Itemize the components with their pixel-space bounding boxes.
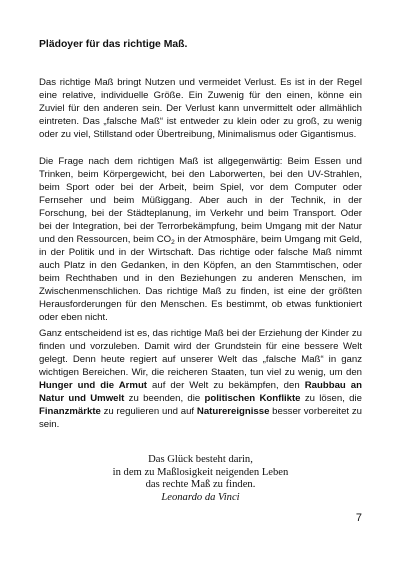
paragraph-intro: Das richtige Maß bringt Nutzen und vermeidet Verlust. Es ist in der Regel eine relative, individuelle Größe. Ein Zuwenig für den einen, könne ein Zuviel für den anderen sein. Der Verlust kann unvermittelt oder allmählich eintreten. Das „falsche Maß“ ist entweder zu klein oder zu groß, zu wenig oder zu viel, Stillstand oder Übertreibung, Minimalismus oder Gigantismus.	[39, 77, 362, 140]
quote-line-3: das rechte Maß zu finden.	[145, 479, 256, 491]
highlight-finance: Finanzmärkte	[39, 406, 101, 417]
conclusion-text-3: zu beenden, die	[124, 393, 205, 404]
paragraph-question	[39, 155, 362, 324]
co2-subscript: 2	[171, 239, 175, 246]
conclusion-text-5: zu regulieren und auf	[100, 406, 197, 417]
highlight-hunger: Hunger und die Armut	[39, 380, 148, 391]
conclusion-text-6: besser vorbereitet zu sein.	[39, 406, 362, 430]
highlight-conflicts: politischen Konflikte	[204, 393, 301, 404]
quote-block	[39, 454, 362, 505]
quote-line-1: Das Glück besteht darin,	[148, 454, 253, 465]
highlight-nature: Raubbau an Natur und Umwelt	[39, 380, 362, 404]
conclusion-text-2: auf der Welt zu bekämpfen, den	[147, 380, 305, 391]
paragraph-conclusion	[39, 327, 362, 431]
page-number: 7	[355, 512, 362, 524]
quote-author: Leonardo da Vinci	[161, 492, 240, 504]
conclusion-text-1: Ganz entscheidend ist es, das richtige Maß bei der Erziehung der Kinder zu finden und vorzuleben. Damit wird der Grundstein für eine bessere Welt gelegt. Denn heute regiert auf unserer Welt das „falsche Maß“ in ganz wichtigen Bereichen. Wir, die reicheren Staaten, tun viel zu wenig, um den	[39, 328, 362, 378]
conclusion-text-4: zu lösen, die	[300, 393, 362, 404]
paragraph-question-text-b: in der Atmosphäre, beim Umgang mit Geld, in der Politik und in der Wirtschaft. Das richtige oder falsche Maß nimmt auch Platz in den Gedanken, in den Köpfen, an den Stammtischen, oder beim Rechthaben und in den Beziehungen zu anderen Menschen, im Zwischenmenschlichen. Das richtige Maß zu finden, ist eine der größten Herausforderungen für den Menschen. Es bestimmt, ob etwas funktioniert oder eben nicht.	[39, 234, 362, 323]
highlight-natural-events: Naturereignisse	[196, 406, 270, 417]
page-title: Plädoyer für das richtige Maß.	[39, 39, 188, 50]
quote-line-2: in dem zu Maßlosigkeit neigenden Leben	[112, 466, 289, 478]
paragraph-question-text-a: Die Frage nach dem richtigen Maß ist allgegenwärtig: Beim Essen und Trinken, beim Körpergewicht, bei den Laborwerten, bei den UV-Strahlen, beim Sport oder bei der Arbeit, beim Spiel, vor dem Computer oder Fernseher und beim Müßiggang. Aber auch in der Technik, in der Forschung, bei der Städteplanung, im Verkehr und beim Transport. Oder bei der Integration, bei der Terrorbekämpfung, beim Umgang mit der Natur und den Ressourcen, beim CO	[39, 156, 362, 245]
